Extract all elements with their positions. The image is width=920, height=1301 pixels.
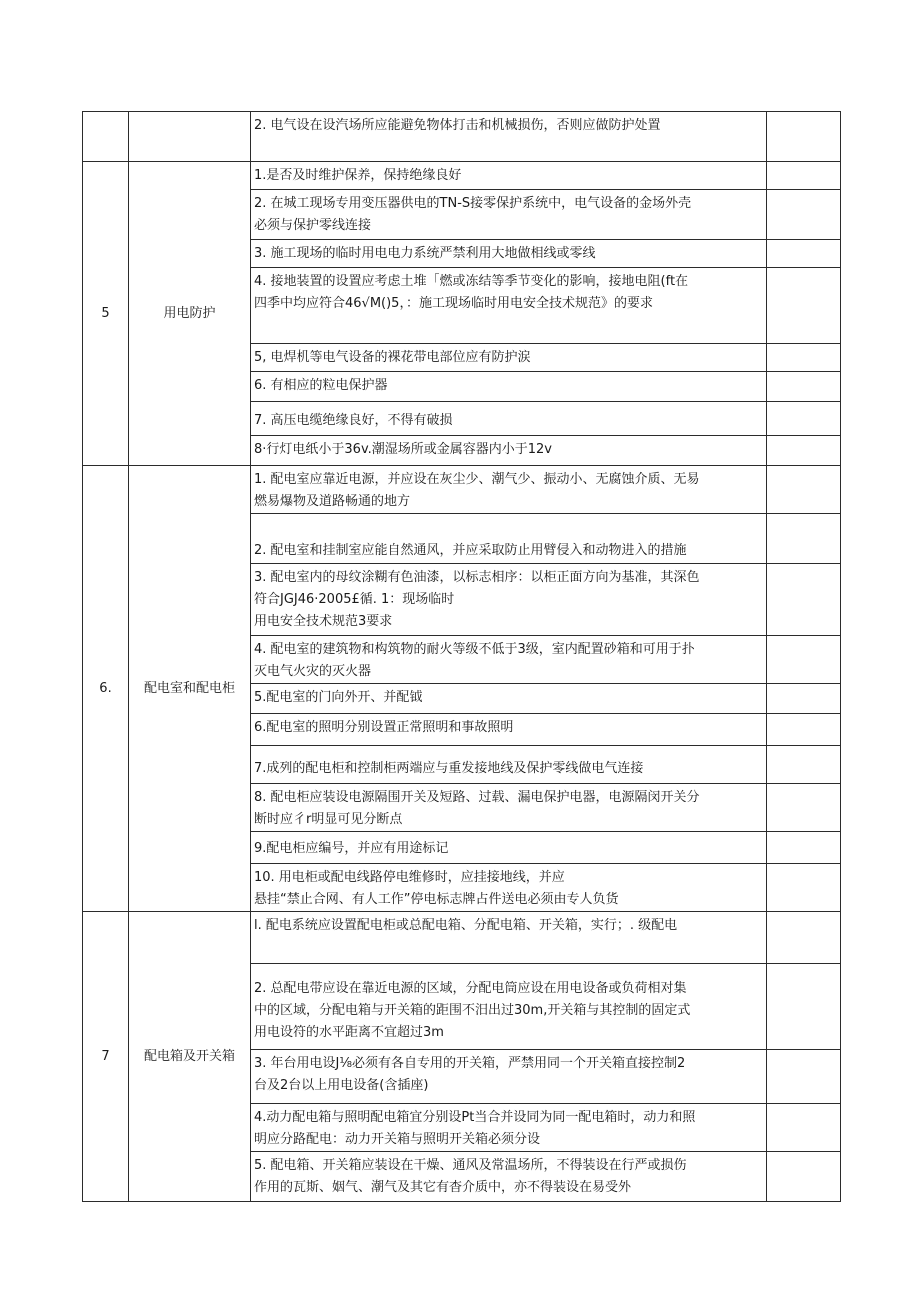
item-text: 2. 在城工现场专用变压器供电的TN-S接零保护系统中，电气设备的金场外壳 必须与保护零线连接 bbox=[251, 190, 767, 240]
check-cell[interactable] bbox=[767, 436, 841, 466]
item-text: 7.成列的配电柜和控制柜两端应与重发接地线及保护零线做电气连接 bbox=[251, 746, 767, 784]
check-cell[interactable] bbox=[767, 112, 841, 162]
item-text: 2. 电气设在设汽场所应能避免物体打击和机械损伤，否则应做防护处置 bbox=[251, 112, 767, 162]
section-category: 用电防护 bbox=[129, 162, 251, 466]
table-row bbox=[83, 162, 841, 190]
item-text: 4.动力配电箱与照明配电箱宜分别设Pt当合并设同为同一配电箱时，动力和照 明应分路配电：动力开关箱与照明开关箱必须分设 bbox=[251, 1104, 767, 1152]
check-cell[interactable] bbox=[767, 1104, 841, 1152]
section-number: 6. bbox=[83, 466, 129, 912]
item-text: 2. 总配电带应设在靠近电源的区域，分配电筒应设在用电设备或负荷相对集 中的区域，分配电箱与开关箱的距围不汨出过30m,开关箱与其控制的固定式 用电设符的水平距离不宜超过3m bbox=[251, 964, 767, 1050]
item-text: 3. 施工现场的临时用电电力系统严禁利用大地做相线或零线 bbox=[251, 240, 767, 268]
check-cell[interactable] bbox=[767, 514, 841, 564]
section-number: 5 bbox=[83, 162, 129, 466]
table-row bbox=[83, 912, 841, 964]
item-text: 2. 配电室和挂制室应能自然通风，并应采取防止用臂侵入和动物进入的措施 bbox=[251, 514, 767, 564]
section-number bbox=[83, 112, 129, 162]
check-cell[interactable] bbox=[767, 1152, 841, 1202]
section-number: 7 bbox=[83, 912, 129, 1202]
item-text: 6.配电室的照明分别设置正常照明和事故照明 bbox=[251, 714, 767, 746]
check-cell[interactable] bbox=[767, 636, 841, 684]
check-cell[interactable] bbox=[767, 466, 841, 514]
item-text: 8. 配电柜应装设电源隔围开关及短路、过载、漏电保护电器，电源隔闵开关分 断时应彳r明显可见分断点 bbox=[251, 784, 767, 832]
item-text: 3. 年台用电设J⅛必须有各自专用的开关箱，严禁用同一个开关箱直接控制2 台及2台以上用电设备(含插座) bbox=[251, 1050, 767, 1104]
check-cell[interactable] bbox=[767, 372, 841, 402]
section-category: 配电室和配电柜 bbox=[129, 466, 251, 912]
check-cell[interactable] bbox=[767, 864, 841, 912]
section-category: 配电箱及开关箱 bbox=[129, 912, 251, 1202]
item-text: 5.配电室的门向外开、并配钺 bbox=[251, 684, 767, 714]
item-text: 9.配电柜应编号，并应有用途标记 bbox=[251, 832, 767, 864]
check-cell[interactable] bbox=[767, 714, 841, 746]
check-cell[interactable] bbox=[767, 402, 841, 436]
item-text: 6. 有相应的粒电保护器 bbox=[251, 372, 767, 402]
check-cell[interactable] bbox=[767, 964, 841, 1050]
check-cell[interactable] bbox=[767, 564, 841, 636]
section-category bbox=[129, 112, 251, 162]
item-text: 10. 用电柜或配电线路停电维修时，应挂接地线，并应 悬挂“禁止合网、有人工作”停电标志牌占件送电必须由专人负货 bbox=[251, 864, 767, 912]
check-cell[interactable] bbox=[767, 344, 841, 372]
item-text: 8·行灯电纸小于36v.潮湿场所或金属容器内小于12v bbox=[251, 436, 767, 466]
inspection-table bbox=[82, 111, 841, 1202]
check-cell[interactable] bbox=[767, 684, 841, 714]
item-text: 3. 配电室内的母纹涂糊有色油漆，以标志相序：以柜正面方向为基准，其深色 符合JGJ46·2005£循. 1：现场临时 用电安全技术规范3要求 bbox=[251, 564, 767, 636]
item-text: 5, 电焊机等电气设备的裸花带电部位应有防护涙 bbox=[251, 344, 767, 372]
check-cell[interactable] bbox=[767, 240, 841, 268]
check-cell[interactable] bbox=[767, 912, 841, 964]
table-row bbox=[83, 466, 841, 514]
item-text: 1.是否及时维护保养，保持绝缘良好 bbox=[251, 162, 767, 190]
check-cell[interactable] bbox=[767, 784, 841, 832]
check-cell[interactable] bbox=[767, 190, 841, 240]
item-text: 4. 配电室的建筑物和构筑物的耐火等级不低于3级，室内配置砂箱和可用于扑 灭电气火灾的灭火器 bbox=[251, 636, 767, 684]
item-text: l. 配电系统应设置配电柜或总配电箱、分配电箱、开关箱，实行；. 级配电 bbox=[251, 912, 767, 964]
item-text: 1. 配电室应靠近电源，并应设在灰尘少、潮气少、振动小、无腐蚀介质、无易 燃易爆物及道路畅通的地方 bbox=[251, 466, 767, 514]
check-cell[interactable] bbox=[767, 162, 841, 190]
item-text: 5. 配电箱、开关箱应装设在干燥、通风及常温场所，不得装设在行严或损伤 作用的瓦斯、姻气、潮气及其它有杳介质中，亦不得装设在易受外 bbox=[251, 1152, 767, 1202]
table-row bbox=[83, 112, 841, 162]
check-cell[interactable] bbox=[767, 746, 841, 784]
check-cell[interactable] bbox=[767, 832, 841, 864]
item-text: 4. 接地装置的设置应考虑土堆「燃或冻结等季节变化的影响，接地电阻(ft在 四季中均应符合46√M()5，：施工现场临时用电安全技术规范》的要求 bbox=[251, 268, 767, 344]
item-text: 7. 高压电缆绝缘良好，不得有破损 bbox=[251, 402, 767, 436]
check-cell[interactable] bbox=[767, 1050, 841, 1104]
check-cell[interactable] bbox=[767, 268, 841, 344]
